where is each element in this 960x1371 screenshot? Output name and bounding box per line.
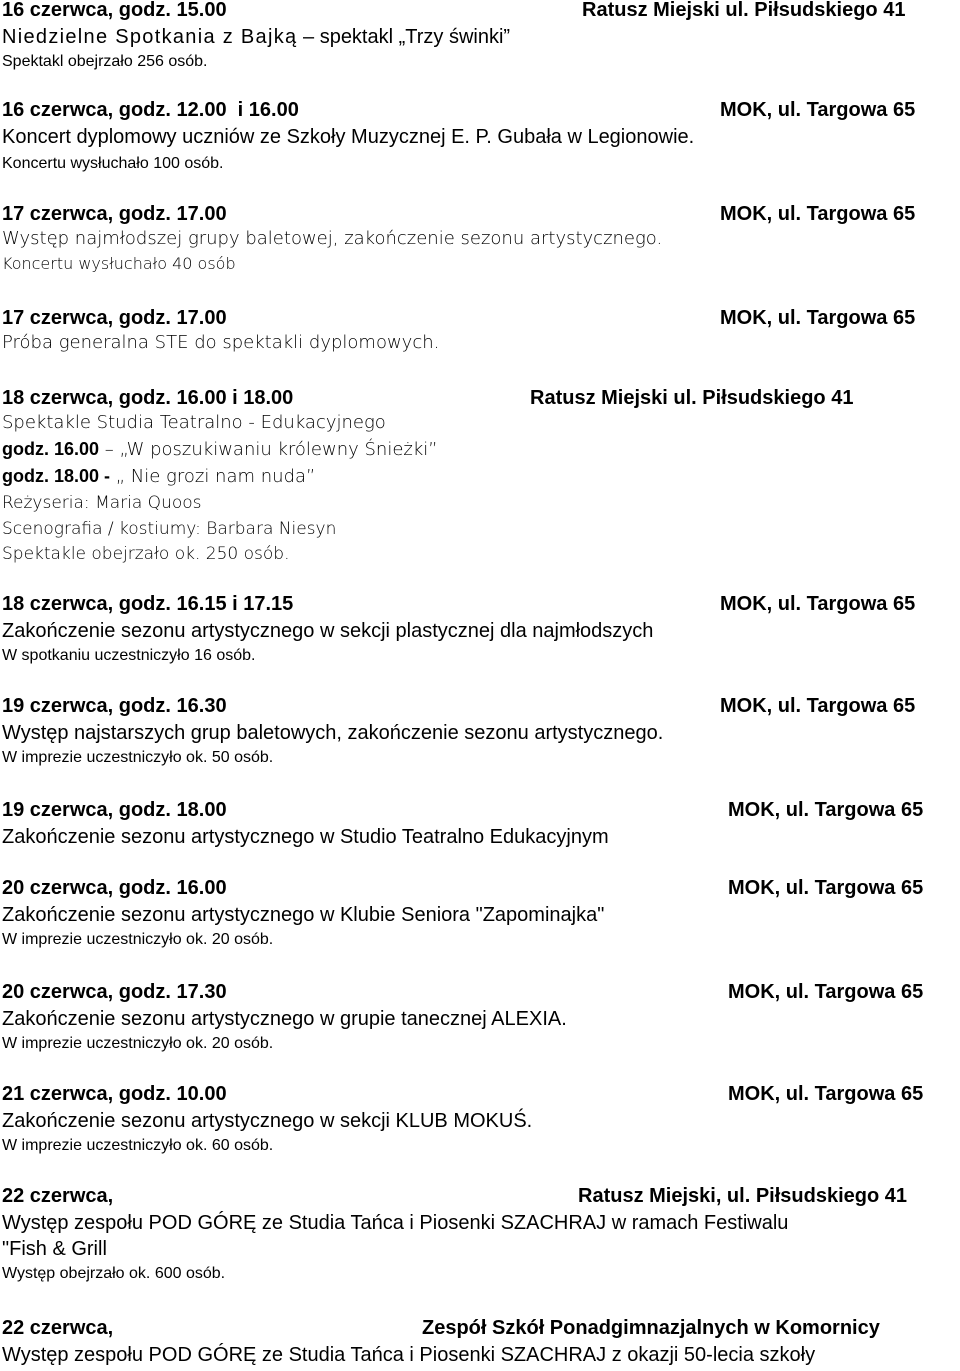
event-place: MOK, ul. Targowa 65 [728, 1083, 924, 1105]
event-date: 20 czerwca, godz. 17.30 [2, 981, 227, 1003]
event-header [2, 1184, 956, 1208]
event-description: Koncert dyplomowy uczniów ze Szkoły Muzycznej E. P. Gubała w Legionowie. [2, 126, 695, 148]
event-description: Występ najstarszych grup baletowych, zakończenie sezonu artystycznego. [2, 722, 664, 744]
event-date: 19 czerwca, godz. 16.30 [2, 695, 227, 717]
event-date: 22 czerwca, [2, 1185, 114, 1207]
event-description: Występ zespołu POD GÓRĘ ze Studia Tańca i Piosenki SZACHRAJ z okazji 50-lecia szkoły [2, 1344, 816, 1366]
event-description: Zakończenie sezonu artystycznego w sekcji KLUB MOKUŚ. [2, 1110, 533, 1132]
event-title: Niedzielne Spotkania z Bajką – spektakl „Trzy świnki” [2, 26, 511, 48]
event-description-continued: "Fish & Grill [2, 1238, 107, 1260]
event-place: MOK, ul. Targowa 65 [720, 307, 916, 329]
event-header [2, 876, 956, 900]
event-date: 18 czerwca, godz. 16.15 i 17.15 [2, 593, 294, 615]
show-time: godz. 18.00 - „ Nie grozi nam nuda” [2, 466, 316, 487]
show-time: godz. 16.00 – „W poszukiwaniu królewny Śnieżki” [2, 439, 438, 460]
event-date: 17 czerwca, godz. 17.00 [2, 203, 227, 225]
event-header [2, 0, 956, 22]
event-description: Zakończenie sezonu artystycznego w sekcji plastycznej dla najmłodszych [2, 620, 654, 642]
event-header [2, 1082, 956, 1106]
event-entry [2, 1184, 956, 1284]
event-description: Występ zespołu POD GÓRĘ ze Studia Tańca i Piosenki SZACHRAJ w ramach Festiwalu [2, 1212, 789, 1234]
event-place: MOK, ul. Targowa 65 [720, 593, 916, 615]
event-header [2, 694, 956, 718]
event-entry [2, 0, 956, 72]
event-entry [2, 798, 956, 850]
event-entry [2, 98, 956, 174]
event-place: MOK, ul. Targowa 65 [728, 877, 924, 899]
event-place: Ratusz Miejski ul. Piłsudskiego 41 [582, 0, 906, 21]
set-design-credit: Scenografia / kostiumy: Barbara Niesyn [2, 519, 337, 539]
event-place: MOK, ul. Targowa 65 [728, 799, 924, 821]
event-place: MOK, ul. Targowa 65 [728, 981, 924, 1003]
event-header [2, 798, 956, 822]
event-description: Zakończenie sezonu artystycznego w Klubie Seniora "Zapominajka" [2, 904, 605, 926]
event-date: 21 czerwca, godz. 10.00 [2, 1083, 227, 1105]
event-entry [2, 980, 956, 1054]
event-attendance: Spektakl obejrzało 256 osób. [2, 53, 208, 70]
event-entry [2, 694, 956, 768]
event-header [2, 592, 956, 616]
event-place: MOK, ul. Targowa 65 [720, 203, 916, 225]
event-entry [2, 592, 956, 666]
event-attendance: Koncertu wysłuchało 40 osób [2, 254, 236, 273]
event-header [2, 1316, 956, 1340]
event-date: 17 czerwca, godz. 17.00 [2, 307, 227, 329]
event-entry [2, 202, 956, 274]
event-header [2, 386, 956, 410]
event-header [2, 980, 956, 1004]
event-place: Zespół Szkół Ponadgimnazjalnych w Komornicy [422, 1317, 880, 1339]
event-attendance: W imprezie uczestniczyło ok. 60 osób. [2, 1137, 274, 1154]
event-attendance: Spektakle obejrzało ok. 250 osób. [2, 544, 290, 564]
event-description: Zakończenie sezonu artystycznego w grupie tanecznej ALEXIA. [2, 1008, 567, 1030]
event-place: MOK, ul. Targowa 65 [720, 695, 916, 717]
event-attendance: Występ obejrzało ok. 600 osób. [2, 1265, 226, 1282]
event-header [2, 202, 956, 226]
event-entry [2, 306, 956, 356]
event-description: Występ najmłodszej grupy baletowej, zakończenie sezonu artystycznego. [2, 228, 663, 249]
event-attendance: W imprezie uczestniczyło ok. 20 osób. [2, 931, 274, 948]
event-date: 16 czerwca, godz. 12.00 i 16.00 [2, 99, 299, 121]
event-place: Ratusz Miejski, ul. Piłsudskiego 41 [578, 1185, 907, 1207]
event-entry [2, 876, 956, 950]
event-description: Zakończenie sezonu artystycznego w Studio Teatralno Edukacyjnym [2, 826, 609, 848]
event-date: 22 czerwca, [2, 1317, 114, 1339]
event-attendance: Koncertu wysłuchało 100 osób. [2, 155, 224, 172]
event-entry [2, 1316, 956, 1368]
event-description: Spektakle Studia Teatralno - Edukacyjnego [2, 412, 386, 433]
event-header [2, 306, 956, 330]
event-attendance: W spotkaniu uczestniczyło 16 osób. [2, 647, 256, 664]
event-entry [2, 386, 956, 566]
director-credit: Reżyseria: Maria Quoos [2, 493, 202, 513]
event-header [2, 98, 956, 122]
event-place: MOK, ul. Targowa 65 [720, 99, 916, 121]
event-date: 20 czerwca, godz. 16.00 [2, 877, 227, 899]
event-attendance: W imprezie uczestniczyło ok. 20 osób. [2, 1035, 274, 1052]
event-place: Ratusz Miejski ul. Piłsudskiego 41 [530, 387, 854, 409]
event-date: 16 czerwca, godz. 15.00 [2, 0, 227, 21]
event-date: 18 czerwca, godz. 16.00 i 18.00 [2, 387, 294, 409]
event-description: Próba generalna STE do spektakli dyplomowych. [2, 332, 440, 353]
event-date: 19 czerwca, godz. 18.00 [2, 799, 227, 821]
event-attendance: W imprezie uczestniczyło ok. 50 osób. [2, 749, 274, 766]
event-entry [2, 1082, 956, 1156]
